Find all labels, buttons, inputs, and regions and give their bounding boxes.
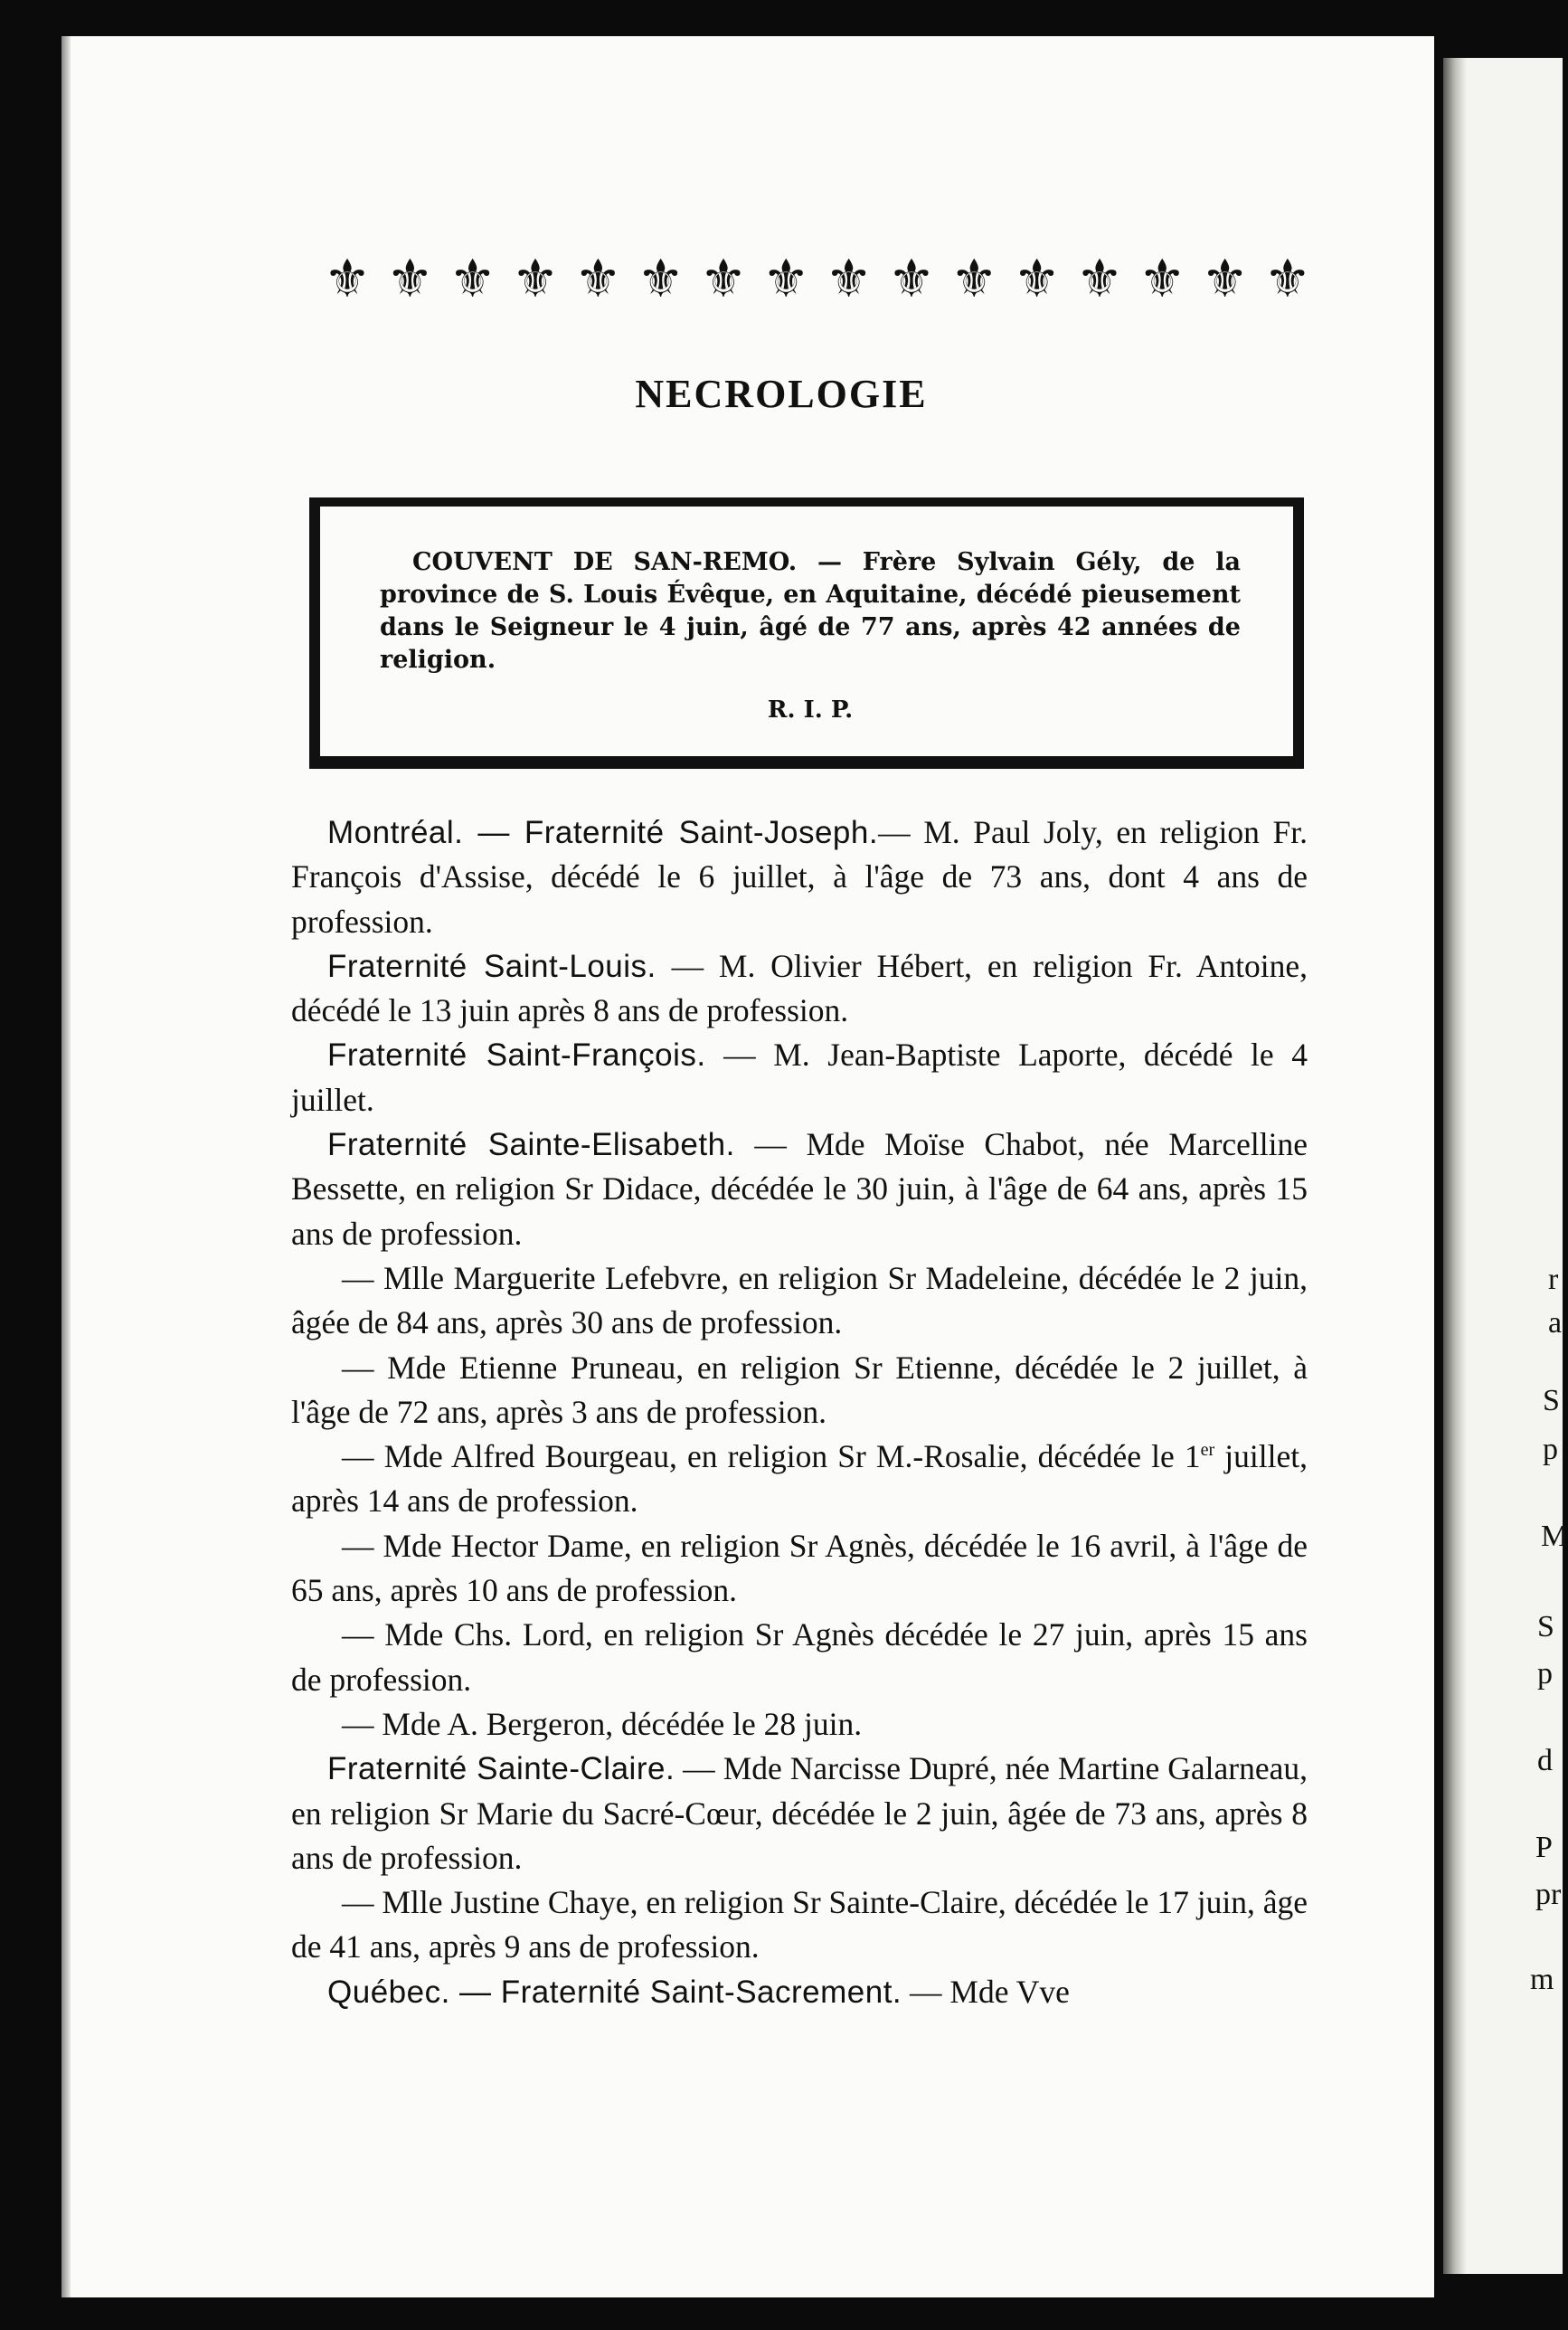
fleur-de-lis-icon: ⚜: [825, 248, 873, 309]
fleur-de-lis-icon: ⚜: [574, 248, 622, 309]
entry: [291, 1256, 1308, 1346]
entry-text: — Mde Alfred Bourgeau, en religion Sr M.-Rosalie, décédée le 1: [342, 1438, 1201, 1475]
necrology-entries: [291, 810, 1308, 2014]
entry-text: — Mde Narcisse Dupré, née Martine Galarneau, en religion Sr Marie du Sacré-Cœur, décédée le 2 juin, âgée de 73 ans, après 8 ans de profession.: [291, 1750, 1308, 1876]
entry: [291, 810, 1308, 944]
fleur-de-lis-icon: ⚜: [386, 248, 434, 309]
entry-heading: Fraternité Saint-Louis.: [327, 948, 656, 984]
fleur-de-lis-icon: ⚜: [511, 248, 559, 309]
entry-text: — Mde Vve: [902, 1973, 1070, 2010]
adjacent-page-fragment: pr: [1535, 1878, 1562, 1911]
notice-text: COUVENT DE SAN-REMO. — Frère Sylvain Gély, de la province de S. Louis Évêque, en Aquitaine, décédé pieusement dans le Seigneur le 4 juin, âgé de 77 ans, après 42 années de religion.: [380, 548, 1241, 674]
entry-text: — Mde Chs. Lord, en religion Sr Agnès décédée le 27 juin, après 15 ans de profession.: [291, 1616, 1308, 1698]
entry: [291, 1970, 1308, 2014]
adjacent-page-fragment: S: [1543, 1384, 1560, 1417]
adjacent-page-fragment: S: [1537, 1610, 1554, 1643]
entry-text: — Mlle Marguerite Lefebvre, en religion Sr Madeleine, décédée le 2 juin, âgée de 84 ans, après 30 ans de profession.: [291, 1259, 1308, 1341]
fleur-de-lis-icon: ⚜: [1013, 248, 1061, 309]
adjacent-page-fragment: P: [1535, 1831, 1553, 1864]
entry: [291, 1435, 1308, 1524]
entry: [291, 1613, 1308, 1702]
entry-text: juillet, après 14 ans de profession.: [291, 1438, 1308, 1520]
rip-text: R. I. P.: [767, 696, 854, 724]
page-title: NECROLOGIE: [635, 372, 928, 416]
entry-heading: Fraternité Saint-François.: [327, 1037, 706, 1074]
entry-text: — M. Paul Joly, en religion Fr. François d'Assise, décédé le 6 juillet, à l'âge de 73 ans, dont 4 ans de profession.: [291, 814, 1308, 940]
fleur-de-lis-icon: ⚜: [762, 248, 810, 309]
entry-text: — M. Olivier Hébert, en religion Fr. Antoine, décédé le 13 juin après 8 ans de profession.: [291, 947, 1308, 1029]
adjacent-page-fragment: p: [1543, 1433, 1558, 1466]
adjacent-page-fragment: a: [1548, 1306, 1563, 1340]
fleur-de-lis-icon: ⚜: [1075, 248, 1123, 309]
fleur-de-lis-icon: ⚜: [950, 248, 998, 309]
entry: [291, 1702, 1308, 1747]
entry-text: — Mlle Justine Chaye, en religion Sr Sainte-Claire, décédée le 17 juin, âge de 41 ans, après 9 ans de profession.: [291, 1884, 1308, 1965]
entry-superscript: er: [1200, 1440, 1215, 1461]
adjacent-page-fragment: p: [1537, 1657, 1553, 1691]
entry: [291, 1033, 1308, 1122]
entry-heading: Fraternité Sainte-Claire.: [327, 1751, 675, 1787]
fleur-de-lis-icon: ⚜: [1138, 248, 1186, 309]
fleur-de-lis-ornament-row: [318, 242, 1317, 315]
fleur-de-lis-icon: ⚜: [324, 248, 371, 309]
entry-heading: Québec. — Fraternité Saint-Sacrement.: [327, 1974, 902, 2010]
adjacent-page-fragment: r: [1548, 1263, 1559, 1296]
entry-text: — Mde Moïse Chabot, née Marcelline Bessette, en religion Sr Didace, décédée le 30 juin, à l'âge de 64 ans, après 15 ans de profession.: [291, 1126, 1308, 1252]
fleur-de-lis-icon: ⚜: [699, 248, 747, 309]
fleur-de-lis-icon: ⚜: [887, 248, 935, 309]
adjacent-page-fragment: d: [1537, 1744, 1553, 1777]
entry: [291, 944, 1308, 1034]
entry-heading: Montréal. — Fraternité Saint-Joseph.: [327, 815, 879, 850]
adjacent-page-fragment: m: [1530, 1963, 1554, 1996]
fleur-de-lis-icon: ⚜: [449, 248, 496, 309]
obituary-notice-box: [309, 497, 1304, 769]
entry: [291, 1524, 1308, 1614]
entry-heading: Fraternité Sainte-Elisabeth.: [327, 1127, 735, 1163]
entry: [291, 1880, 1308, 1970]
entry: [291, 1122, 1308, 1256]
fleur-de-lis-icon: ⚜: [1201, 248, 1249, 309]
entry: [291, 1747, 1308, 1880]
entry-text: — M. Jean-Baptiste Laporte, décédé le 4 juillet.: [291, 1037, 1308, 1118]
entry-text: — Mde A. Bergeron, décédée le 28 juin.: [342, 1705, 863, 1742]
entry-text: — Mde Etienne Pruneau, en religion Sr Etienne, décédée le 2 juillet, à l'âge de 72 ans, après 3 ans de profession.: [291, 1349, 1308, 1430]
entry: [291, 1346, 1308, 1435]
entry-text: — Mde Hector Dame, en religion Sr Agnès, décédée le 16 avril, à l'âge de 65 ans, après 10 ans de profession.: [291, 1527, 1308, 1609]
fleur-de-lis-icon: ⚜: [637, 248, 685, 309]
adjacent-page-fragment: M: [1541, 1520, 1568, 1553]
fleur-de-lis-icon: ⚜: [1263, 248, 1311, 309]
